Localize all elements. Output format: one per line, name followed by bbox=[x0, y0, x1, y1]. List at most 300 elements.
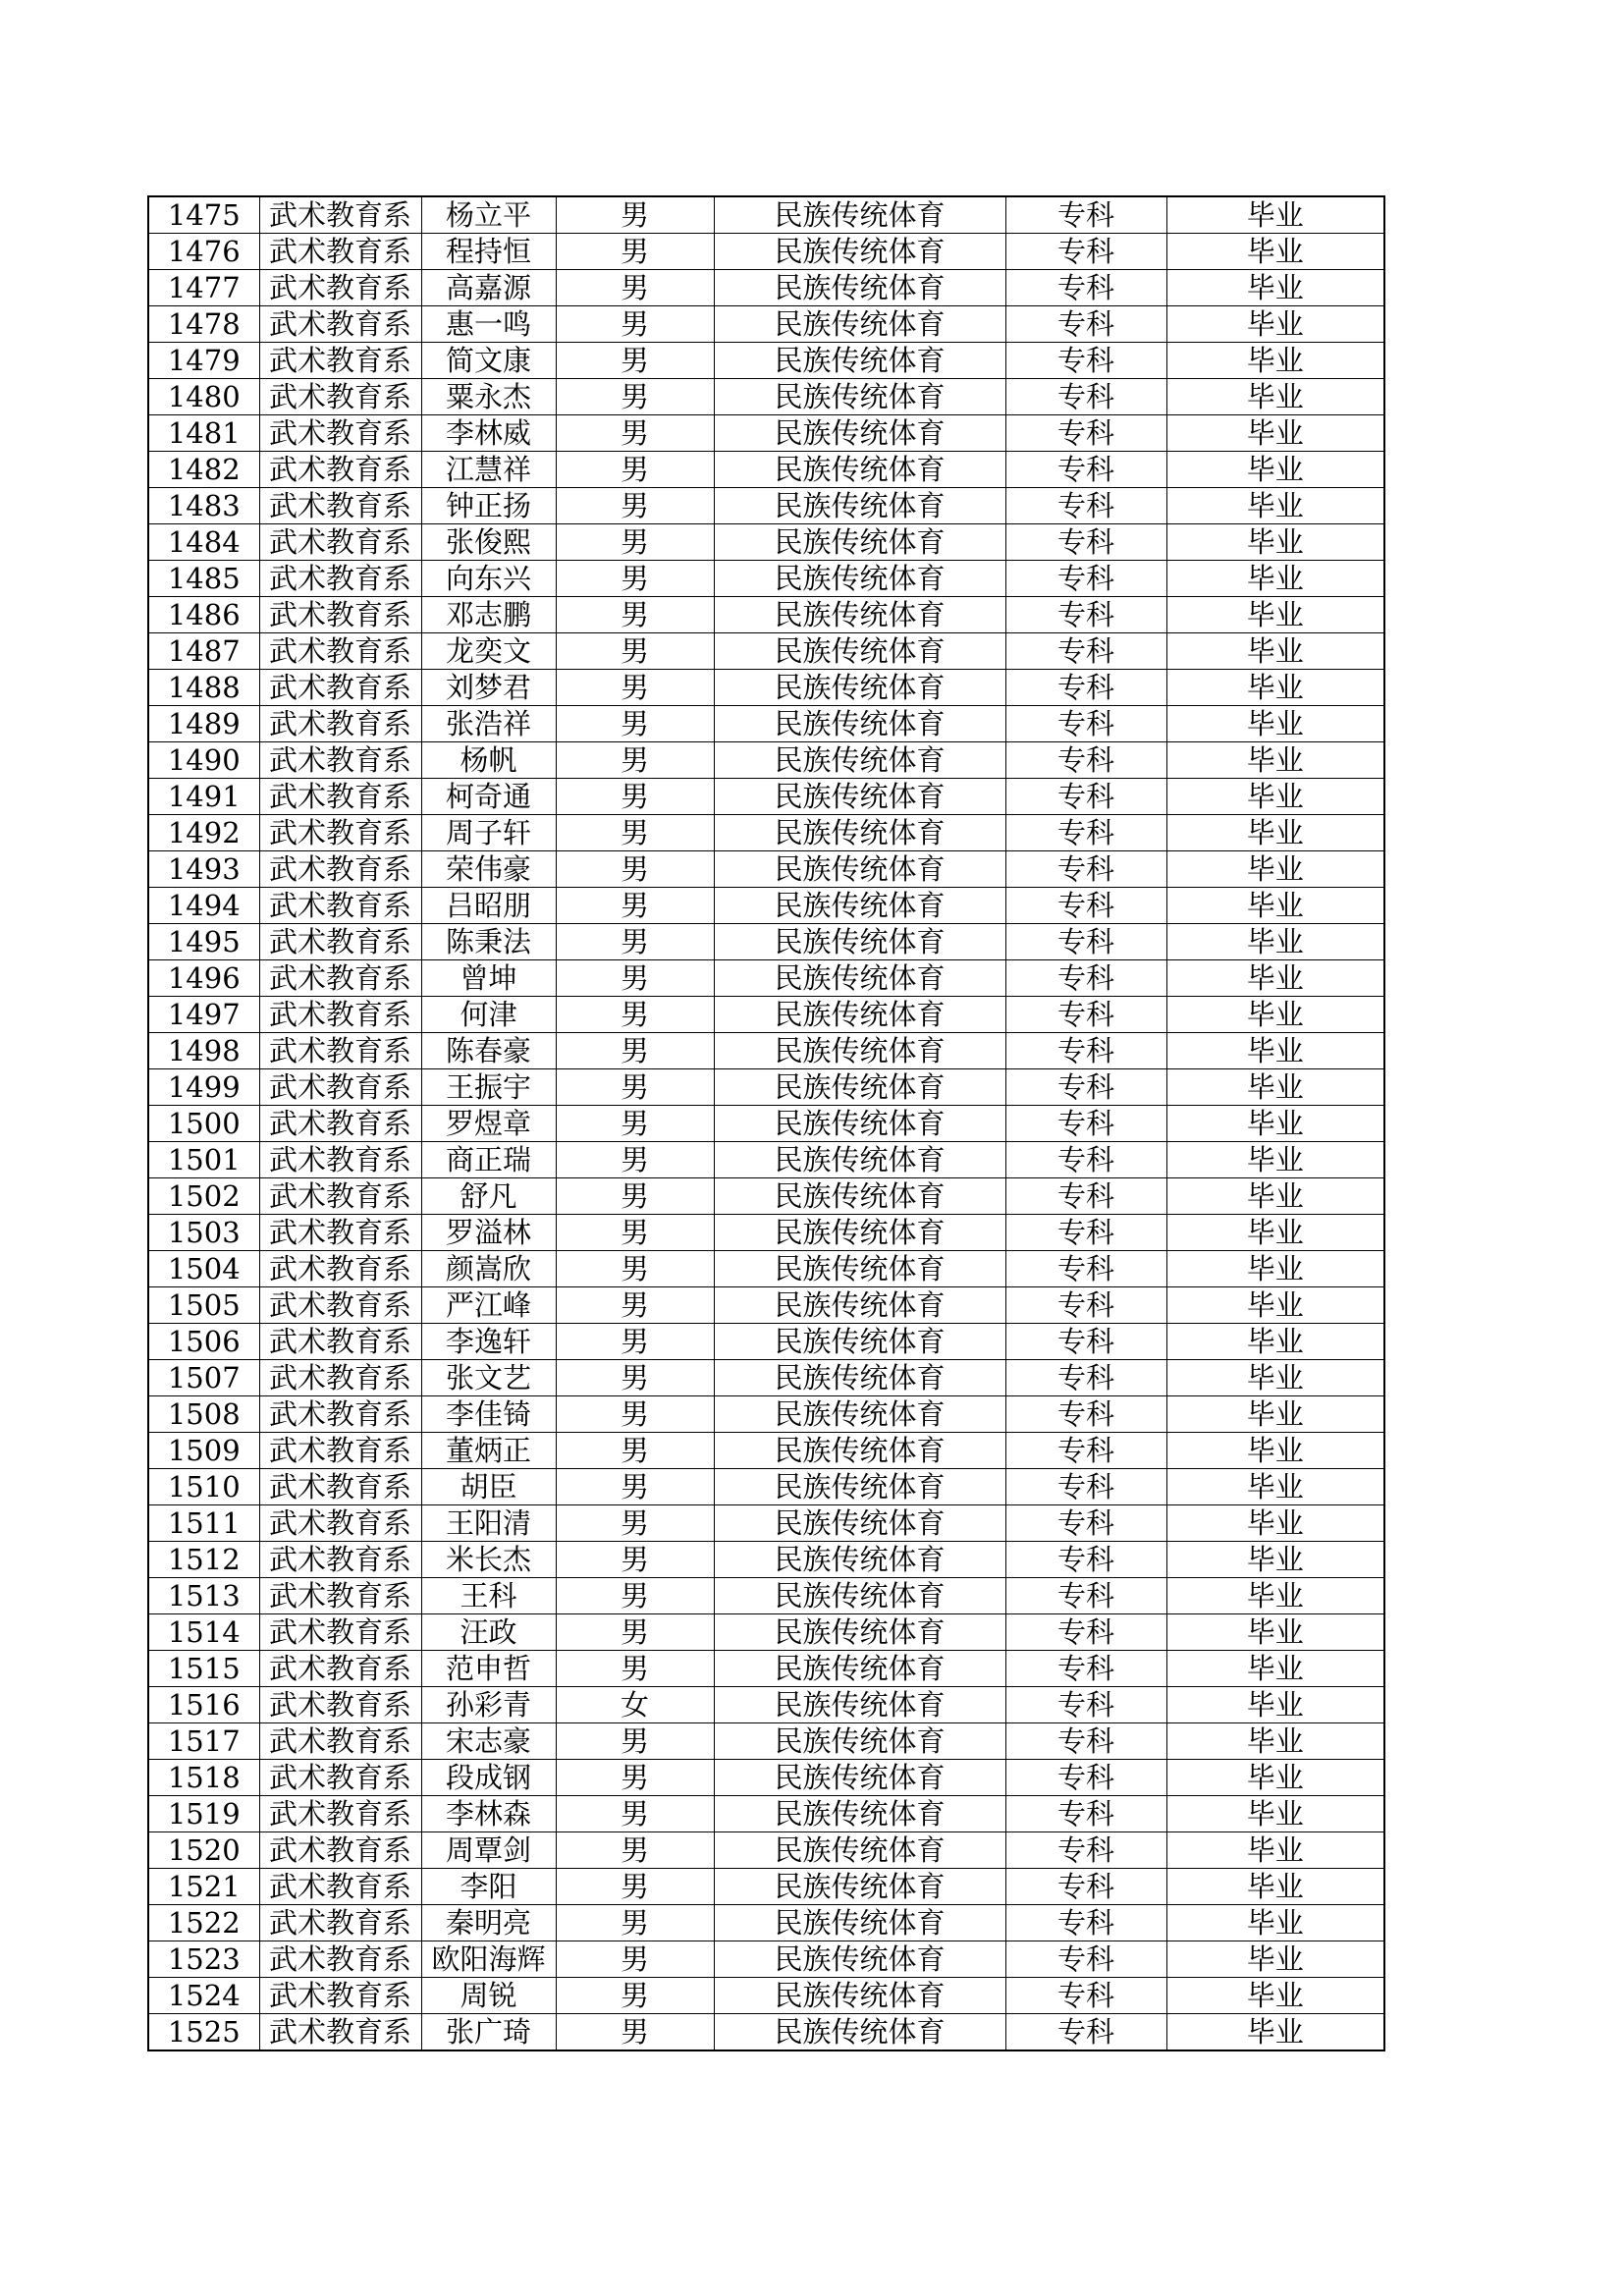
gender-cell: 男 bbox=[556, 706, 714, 742]
table-row bbox=[148, 1505, 1384, 1542]
table-row bbox=[148, 1033, 1384, 1069]
row-number-cell: 1480 bbox=[148, 379, 259, 415]
table-row bbox=[148, 924, 1384, 960]
gender-cell: 男 bbox=[556, 343, 714, 379]
gender-cell: 男 bbox=[556, 1251, 714, 1287]
major-cell: 民族传统体育 bbox=[714, 960, 1005, 997]
table-row bbox=[148, 742, 1384, 779]
major-cell: 民族传统体育 bbox=[714, 742, 1005, 779]
gender-cell: 男 bbox=[556, 415, 714, 452]
table-row bbox=[148, 1869, 1384, 1905]
major-cell: 民族传统体育 bbox=[714, 1832, 1005, 1869]
gender-cell: 男 bbox=[556, 1069, 714, 1106]
row-number-cell: 1513 bbox=[148, 1578, 259, 1614]
department-cell: 武术教育系 bbox=[259, 1796, 421, 1832]
department-cell: 武术教育系 bbox=[259, 1614, 421, 1651]
department-cell: 武术教育系 bbox=[259, 415, 421, 452]
table-row bbox=[148, 815, 1384, 851]
student-name-cell: 王阳清 bbox=[421, 1505, 556, 1542]
row-number-cell: 1490 bbox=[148, 742, 259, 779]
education-level-cell: 专科 bbox=[1005, 270, 1166, 306]
student-name-cell: 王振宇 bbox=[421, 1069, 556, 1106]
gender-cell: 男 bbox=[556, 1360, 714, 1396]
education-level-cell: 专科 bbox=[1005, 924, 1166, 960]
education-level-cell: 专科 bbox=[1005, 706, 1166, 742]
student-name-cell: 张广琦 bbox=[421, 2014, 556, 2051]
table-row bbox=[148, 343, 1384, 379]
table-row bbox=[148, 1433, 1384, 1469]
student-name-cell: 欧阳海辉 bbox=[421, 1941, 556, 1978]
gender-cell: 男 bbox=[556, 888, 714, 924]
student-name-cell: 张俊熙 bbox=[421, 524, 556, 561]
education-level-cell: 专科 bbox=[1005, 815, 1166, 851]
education-level-cell: 专科 bbox=[1005, 1796, 1166, 1832]
education-level-cell: 专科 bbox=[1005, 1142, 1166, 1178]
status-cell: 毕业 bbox=[1166, 415, 1384, 452]
status-cell: 毕业 bbox=[1166, 1505, 1384, 1542]
table-row bbox=[148, 561, 1384, 597]
student-name-cell: 董炳正 bbox=[421, 1433, 556, 1469]
row-number-cell: 1516 bbox=[148, 1687, 259, 1723]
education-level-cell: 专科 bbox=[1005, 1178, 1166, 1215]
department-cell: 武术教育系 bbox=[259, 1978, 421, 2014]
student-name-cell: 周锐 bbox=[421, 1978, 556, 2014]
gender-cell: 男 bbox=[556, 670, 714, 706]
row-number-cell: 1496 bbox=[148, 960, 259, 997]
student-name-cell: 曾坤 bbox=[421, 960, 556, 997]
gender-cell: 男 bbox=[556, 1215, 714, 1251]
status-cell: 毕业 bbox=[1166, 597, 1384, 633]
row-number-cell: 1477 bbox=[148, 270, 259, 306]
gender-cell: 男 bbox=[556, 524, 714, 561]
gender-cell: 男 bbox=[556, 1651, 714, 1687]
table-row bbox=[148, 1324, 1384, 1360]
status-cell: 毕业 bbox=[1166, 1142, 1384, 1178]
row-number-cell: 1486 bbox=[148, 597, 259, 633]
major-cell: 民族传统体育 bbox=[714, 343, 1005, 379]
row-number-cell: 1520 bbox=[148, 1832, 259, 1869]
status-cell: 毕业 bbox=[1166, 488, 1384, 524]
major-cell: 民族传统体育 bbox=[714, 597, 1005, 633]
table-row bbox=[148, 306, 1384, 343]
row-number-cell: 1514 bbox=[148, 1614, 259, 1651]
gender-cell: 男 bbox=[556, 1869, 714, 1905]
table-row bbox=[148, 1760, 1384, 1796]
department-cell: 武术教育系 bbox=[259, 1215, 421, 1251]
table-row bbox=[148, 234, 1384, 270]
major-cell: 民族传统体育 bbox=[714, 1614, 1005, 1651]
row-number-cell: 1503 bbox=[148, 1215, 259, 1251]
department-cell: 武术教育系 bbox=[259, 815, 421, 851]
table-row bbox=[148, 1796, 1384, 1832]
table-row bbox=[148, 1578, 1384, 1614]
status-cell: 毕业 bbox=[1166, 1542, 1384, 1578]
status-cell: 毕业 bbox=[1166, 1360, 1384, 1396]
education-level-cell: 专科 bbox=[1005, 1578, 1166, 1614]
status-cell: 毕业 bbox=[1166, 1832, 1384, 1869]
major-cell: 民族传统体育 bbox=[714, 1324, 1005, 1360]
major-cell: 民族传统体育 bbox=[714, 1796, 1005, 1832]
gender-cell: 男 bbox=[556, 1578, 714, 1614]
row-number-cell: 1492 bbox=[148, 815, 259, 851]
status-cell: 毕业 bbox=[1166, 1723, 1384, 1760]
gender-cell: 男 bbox=[556, 1142, 714, 1178]
education-level-cell: 专科 bbox=[1005, 779, 1166, 815]
department-cell: 武术教育系 bbox=[259, 1505, 421, 1542]
status-cell: 毕业 bbox=[1166, 2014, 1384, 2051]
student-name-cell: 吕昭朋 bbox=[421, 888, 556, 924]
row-number-cell: 1504 bbox=[148, 1251, 259, 1287]
table-row bbox=[148, 851, 1384, 888]
student-name-cell: 何津 bbox=[421, 997, 556, 1033]
education-level-cell: 专科 bbox=[1005, 1396, 1166, 1433]
row-number-cell: 1502 bbox=[148, 1178, 259, 1215]
gender-cell: 男 bbox=[556, 452, 714, 488]
major-cell: 民族传统体育 bbox=[714, 633, 1005, 670]
gender-cell: 男 bbox=[556, 379, 714, 415]
status-cell: 毕业 bbox=[1166, 379, 1384, 415]
gender-cell: 男 bbox=[556, 1433, 714, 1469]
department-cell: 武术教育系 bbox=[259, 888, 421, 924]
status-cell: 毕业 bbox=[1166, 234, 1384, 270]
student-name-cell: 李逸轩 bbox=[421, 1324, 556, 1360]
department-cell: 武术教育系 bbox=[259, 1106, 421, 1142]
education-level-cell: 专科 bbox=[1005, 452, 1166, 488]
gender-cell: 男 bbox=[556, 196, 714, 234]
education-level-cell: 专科 bbox=[1005, 1941, 1166, 1978]
student-name-cell: 宋志豪 bbox=[421, 1723, 556, 1760]
gender-cell: 男 bbox=[556, 270, 714, 306]
table-row bbox=[148, 597, 1384, 633]
department-cell: 武术教育系 bbox=[259, 1832, 421, 1869]
major-cell: 民族传统体育 bbox=[714, 1869, 1005, 1905]
table-row bbox=[148, 1251, 1384, 1287]
gender-cell: 男 bbox=[556, 561, 714, 597]
status-cell: 毕业 bbox=[1166, 1178, 1384, 1215]
education-level-cell: 专科 bbox=[1005, 851, 1166, 888]
row-number-cell: 1523 bbox=[148, 1941, 259, 1978]
student-name-cell: 李佳锜 bbox=[421, 1396, 556, 1433]
department-cell: 武术教育系 bbox=[259, 924, 421, 960]
student-name-cell: 严江峰 bbox=[421, 1287, 556, 1324]
status-cell: 毕业 bbox=[1166, 888, 1384, 924]
department-cell: 武术教育系 bbox=[259, 561, 421, 597]
table-row bbox=[148, 270, 1384, 306]
student-name-cell: 程持恒 bbox=[421, 234, 556, 270]
gender-cell: 男 bbox=[556, 1178, 714, 1215]
row-number-cell: 1510 bbox=[148, 1469, 259, 1505]
table-row bbox=[148, 1542, 1384, 1578]
education-level-cell: 专科 bbox=[1005, 1832, 1166, 1869]
education-level-cell: 专科 bbox=[1005, 1360, 1166, 1396]
student-name-cell: 胡臣 bbox=[421, 1469, 556, 1505]
education-level-cell: 专科 bbox=[1005, 234, 1166, 270]
education-level-cell: 专科 bbox=[1005, 343, 1166, 379]
gender-cell: 男 bbox=[556, 779, 714, 815]
student-name-cell: 简文康 bbox=[421, 343, 556, 379]
major-cell: 民族传统体育 bbox=[714, 1215, 1005, 1251]
gender-cell: 男 bbox=[556, 1614, 714, 1651]
status-cell: 毕业 bbox=[1166, 1578, 1384, 1614]
department-cell: 武术教育系 bbox=[259, 997, 421, 1033]
department-cell: 武术教育系 bbox=[259, 524, 421, 561]
major-cell: 民族传统体育 bbox=[714, 888, 1005, 924]
gender-cell: 男 bbox=[556, 1505, 714, 1542]
status-cell: 毕业 bbox=[1166, 1651, 1384, 1687]
student-name-cell: 秦明亮 bbox=[421, 1905, 556, 1941]
row-number-cell: 1493 bbox=[148, 851, 259, 888]
education-level-cell: 专科 bbox=[1005, 1905, 1166, 1941]
student-name-cell: 米长杰 bbox=[421, 1542, 556, 1578]
major-cell: 民族传统体育 bbox=[714, 1433, 1005, 1469]
status-cell: 毕业 bbox=[1166, 1760, 1384, 1796]
department-cell: 武术教育系 bbox=[259, 742, 421, 779]
table-row bbox=[148, 888, 1384, 924]
department-cell: 武术教育系 bbox=[259, 270, 421, 306]
education-level-cell: 专科 bbox=[1005, 379, 1166, 415]
student-name-cell: 向东兴 bbox=[421, 561, 556, 597]
major-cell: 民族传统体育 bbox=[714, 561, 1005, 597]
student-name-cell: 高嘉源 bbox=[421, 270, 556, 306]
education-level-cell: 专科 bbox=[1005, 633, 1166, 670]
student-name-cell: 杨立平 bbox=[421, 196, 556, 234]
education-level-cell: 专科 bbox=[1005, 597, 1166, 633]
status-cell: 毕业 bbox=[1166, 1978, 1384, 2014]
gender-cell: 男 bbox=[556, 997, 714, 1033]
education-level-cell: 专科 bbox=[1005, 415, 1166, 452]
major-cell: 民族传统体育 bbox=[714, 306, 1005, 343]
education-level-cell: 专科 bbox=[1005, 1614, 1166, 1651]
row-number-cell: 1489 bbox=[148, 706, 259, 742]
gender-cell: 男 bbox=[556, 1723, 714, 1760]
major-cell: 民族传统体育 bbox=[714, 1287, 1005, 1324]
gender-cell: 男 bbox=[556, 960, 714, 997]
student-name-cell: 罗煜章 bbox=[421, 1106, 556, 1142]
department-cell: 武术教育系 bbox=[259, 1905, 421, 1941]
table-row bbox=[148, 488, 1384, 524]
department-cell: 武术教育系 bbox=[259, 779, 421, 815]
row-number-cell: 1499 bbox=[148, 1069, 259, 1106]
table-row bbox=[148, 2014, 1384, 2051]
major-cell: 民族传统体育 bbox=[714, 415, 1005, 452]
student-name-cell: 张文艺 bbox=[421, 1360, 556, 1396]
gender-cell: 男 bbox=[556, 2014, 714, 2051]
gender-cell: 男 bbox=[556, 1287, 714, 1324]
major-cell: 民族传统体育 bbox=[714, 815, 1005, 851]
major-cell: 民族传统体育 bbox=[714, 1687, 1005, 1723]
status-cell: 毕业 bbox=[1166, 1287, 1384, 1324]
gender-cell: 男 bbox=[556, 306, 714, 343]
row-number-cell: 1519 bbox=[148, 1796, 259, 1832]
row-number-cell: 1487 bbox=[148, 633, 259, 670]
major-cell: 民族传统体育 bbox=[714, 2014, 1005, 2051]
education-level-cell: 专科 bbox=[1005, 1687, 1166, 1723]
department-cell: 武术教育系 bbox=[259, 1469, 421, 1505]
department-cell: 武术教育系 bbox=[259, 1578, 421, 1614]
table-row bbox=[148, 1178, 1384, 1215]
status-cell: 毕业 bbox=[1166, 1796, 1384, 1832]
education-level-cell: 专科 bbox=[1005, 1469, 1166, 1505]
row-number-cell: 1517 bbox=[148, 1723, 259, 1760]
department-cell: 武术教育系 bbox=[259, 343, 421, 379]
status-cell: 毕业 bbox=[1166, 1069, 1384, 1106]
roster-body bbox=[148, 196, 1384, 2050]
major-cell: 民族传统体育 bbox=[714, 1651, 1005, 1687]
table-row bbox=[148, 1978, 1384, 2014]
row-number-cell: 1497 bbox=[148, 997, 259, 1033]
student-name-cell: 周子轩 bbox=[421, 815, 556, 851]
department-cell: 武术教育系 bbox=[259, 1651, 421, 1687]
department-cell: 武术教育系 bbox=[259, 1069, 421, 1106]
row-number-cell: 1485 bbox=[148, 561, 259, 597]
department-cell: 武术教育系 bbox=[259, 379, 421, 415]
row-number-cell: 1491 bbox=[148, 779, 259, 815]
status-cell: 毕业 bbox=[1166, 960, 1384, 997]
status-cell: 毕业 bbox=[1166, 1941, 1384, 1978]
major-cell: 民族传统体育 bbox=[714, 1142, 1005, 1178]
status-cell: 毕业 bbox=[1166, 851, 1384, 888]
major-cell: 民族传统体育 bbox=[714, 452, 1005, 488]
major-cell: 民族传统体育 bbox=[714, 1396, 1005, 1433]
major-cell: 民族传统体育 bbox=[714, 670, 1005, 706]
student-name-cell: 商正瑞 bbox=[421, 1142, 556, 1178]
education-level-cell: 专科 bbox=[1005, 1723, 1166, 1760]
gender-cell: 男 bbox=[556, 1978, 714, 2014]
department-cell: 武术教育系 bbox=[259, 234, 421, 270]
student-name-cell: 张浩祥 bbox=[421, 706, 556, 742]
row-number-cell: 1488 bbox=[148, 670, 259, 706]
education-level-cell: 专科 bbox=[1005, 670, 1166, 706]
major-cell: 民族传统体育 bbox=[714, 1542, 1005, 1578]
status-cell: 毕业 bbox=[1166, 706, 1384, 742]
gender-cell: 男 bbox=[556, 234, 714, 270]
table-row bbox=[148, 633, 1384, 670]
student-name-cell: 李林森 bbox=[421, 1796, 556, 1832]
gender-cell: 男 bbox=[556, 1760, 714, 1796]
gender-cell: 男 bbox=[556, 815, 714, 851]
education-level-cell: 专科 bbox=[1005, 888, 1166, 924]
major-cell: 民族传统体育 bbox=[714, 1178, 1005, 1215]
department-cell: 武术教育系 bbox=[259, 960, 421, 997]
gender-cell: 女 bbox=[556, 1687, 714, 1723]
student-name-cell: 柯奇通 bbox=[421, 779, 556, 815]
education-level-cell: 专科 bbox=[1005, 1215, 1166, 1251]
gender-cell: 男 bbox=[556, 633, 714, 670]
table-row bbox=[148, 379, 1384, 415]
student-name-cell: 邓志鹏 bbox=[421, 597, 556, 633]
table-row bbox=[148, 706, 1384, 742]
row-number-cell: 1511 bbox=[148, 1505, 259, 1542]
table-row bbox=[148, 779, 1384, 815]
department-cell: 武术教育系 bbox=[259, 670, 421, 706]
education-level-cell: 专科 bbox=[1005, 196, 1166, 234]
education-level-cell: 专科 bbox=[1005, 488, 1166, 524]
row-number-cell: 1509 bbox=[148, 1433, 259, 1469]
major-cell: 民族传统体育 bbox=[714, 1760, 1005, 1796]
student-name-cell: 周覃剑 bbox=[421, 1832, 556, 1869]
student-name-cell: 刘梦君 bbox=[421, 670, 556, 706]
table-row bbox=[148, 1723, 1384, 1760]
row-number-cell: 1476 bbox=[148, 234, 259, 270]
row-number-cell: 1498 bbox=[148, 1033, 259, 1069]
gender-cell: 男 bbox=[556, 1469, 714, 1505]
student-name-cell: 陈春豪 bbox=[421, 1033, 556, 1069]
gender-cell: 男 bbox=[556, 1106, 714, 1142]
gender-cell: 男 bbox=[556, 1324, 714, 1360]
table-row bbox=[148, 1941, 1384, 1978]
table-row bbox=[148, 1614, 1384, 1651]
status-cell: 毕业 bbox=[1166, 633, 1384, 670]
row-number-cell: 1481 bbox=[148, 415, 259, 452]
department-cell: 武术教育系 bbox=[259, 452, 421, 488]
status-cell: 毕业 bbox=[1166, 1324, 1384, 1360]
education-level-cell: 专科 bbox=[1005, 1106, 1166, 1142]
table-row bbox=[148, 1360, 1384, 1396]
table-row bbox=[148, 1215, 1384, 1251]
table-row bbox=[148, 1832, 1384, 1869]
status-cell: 毕业 bbox=[1166, 1869, 1384, 1905]
table-row bbox=[148, 524, 1384, 561]
education-level-cell: 专科 bbox=[1005, 1287, 1166, 1324]
row-number-cell: 1501 bbox=[148, 1142, 259, 1178]
row-number-cell: 1518 bbox=[148, 1760, 259, 1796]
row-number-cell: 1495 bbox=[148, 924, 259, 960]
education-level-cell: 专科 bbox=[1005, 1033, 1166, 1069]
table-row bbox=[148, 997, 1384, 1033]
gender-cell: 男 bbox=[556, 851, 714, 888]
department-cell: 武术教育系 bbox=[259, 1941, 421, 1978]
student-name-cell: 汪政 bbox=[421, 1614, 556, 1651]
education-level-cell: 专科 bbox=[1005, 1978, 1166, 2014]
gender-cell: 男 bbox=[556, 1941, 714, 1978]
student-name-cell: 颜嵩欣 bbox=[421, 1251, 556, 1287]
row-number-cell: 1505 bbox=[148, 1287, 259, 1324]
row-number-cell: 1512 bbox=[148, 1542, 259, 1578]
education-level-cell: 专科 bbox=[1005, 997, 1166, 1033]
major-cell: 民族传统体育 bbox=[714, 706, 1005, 742]
department-cell: 武术教育系 bbox=[259, 1687, 421, 1723]
status-cell: 毕业 bbox=[1166, 561, 1384, 597]
department-cell: 武术教育系 bbox=[259, 1433, 421, 1469]
education-level-cell: 专科 bbox=[1005, 1251, 1166, 1287]
major-cell: 民族传统体育 bbox=[714, 1941, 1005, 1978]
department-cell: 武术教育系 bbox=[259, 196, 421, 234]
student-name-cell: 罗溢林 bbox=[421, 1215, 556, 1251]
department-cell: 武术教育系 bbox=[259, 1324, 421, 1360]
student-name-cell: 钟正扬 bbox=[421, 488, 556, 524]
major-cell: 民族传统体育 bbox=[714, 379, 1005, 415]
major-cell: 民族传统体育 bbox=[714, 234, 1005, 270]
status-cell: 毕业 bbox=[1166, 1215, 1384, 1251]
department-cell: 武术教育系 bbox=[259, 1287, 421, 1324]
student-name-cell: 荣伟豪 bbox=[421, 851, 556, 888]
status-cell: 毕业 bbox=[1166, 1905, 1384, 1941]
education-level-cell: 专科 bbox=[1005, 1505, 1166, 1542]
gender-cell: 男 bbox=[556, 1033, 714, 1069]
table-row bbox=[148, 1651, 1384, 1687]
department-cell: 武术教育系 bbox=[259, 1142, 421, 1178]
gender-cell: 男 bbox=[556, 1542, 714, 1578]
department-cell: 武术教育系 bbox=[259, 1869, 421, 1905]
table-row bbox=[148, 1469, 1384, 1505]
department-cell: 武术教育系 bbox=[259, 1760, 421, 1796]
status-cell: 毕业 bbox=[1166, 924, 1384, 960]
department-cell: 武术教育系 bbox=[259, 1178, 421, 1215]
table-row bbox=[148, 415, 1384, 452]
gender-cell: 男 bbox=[556, 1796, 714, 1832]
education-level-cell: 专科 bbox=[1005, 306, 1166, 343]
student-name-cell: 王科 bbox=[421, 1578, 556, 1614]
